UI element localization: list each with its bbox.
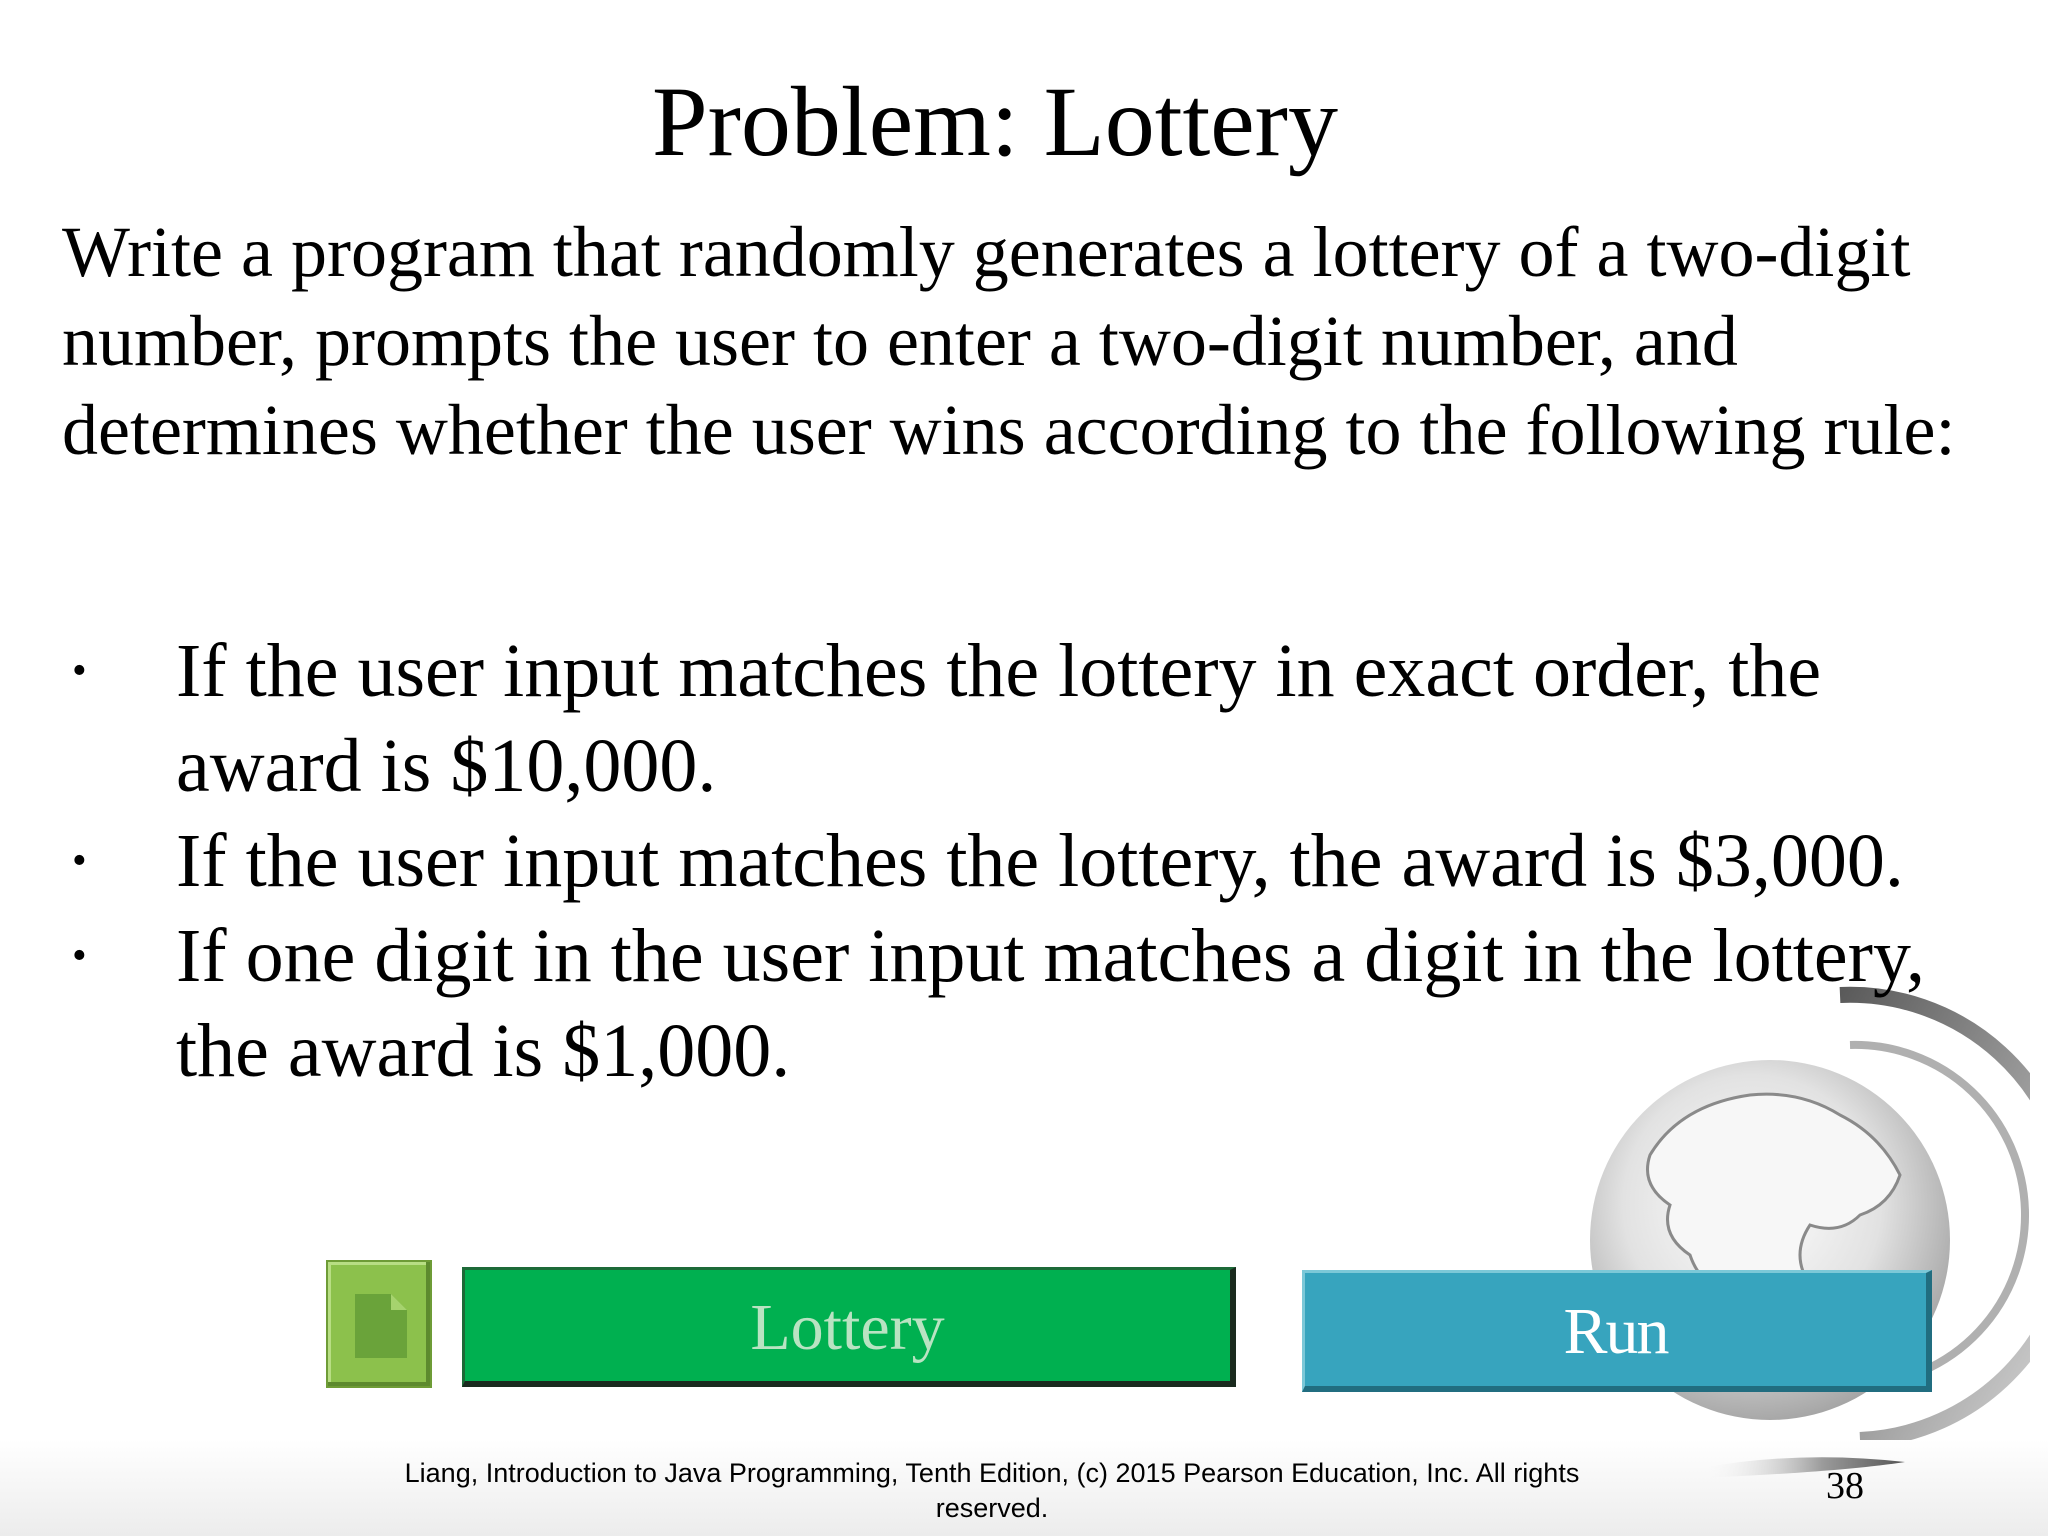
award-rule-text: If the user input matches the lottery, the award is $3,000. bbox=[176, 819, 1904, 903]
bullet-icon: • bbox=[72, 838, 87, 884]
footer-citation: Liang, Introduction to Java Programming, Tenth Edition, (c) 2015 Pearson Education, Inc. All rights reserved. bbox=[404, 1458, 1580, 1523]
award-rule-item bbox=[62, 624, 1996, 814]
bullet-icon: • bbox=[72, 933, 87, 979]
problem-description: Write a program that randomly generates a lottery of a two-digit number, prompts the user to enter a two-digit number, and determines whether the user wins according to the following rule: bbox=[62, 212, 1956, 470]
lottery-source-button[interactable]: Lottery bbox=[462, 1267, 1236, 1387]
award-rule-item bbox=[62, 909, 1996, 1099]
award-rules-list bbox=[62, 624, 1962, 1099]
award-rule-text: If one digit in the user input matches a digit in the lottery, the award is $1,000. bbox=[176, 914, 1926, 1093]
bullet-icon: • bbox=[72, 648, 87, 694]
document-glyph bbox=[355, 1294, 407, 1358]
award-rule-text: If the user input matches the lottery in exact order, the award is $10,000. bbox=[176, 629, 1822, 808]
slide-title: Problem: Lottery bbox=[652, 66, 1338, 177]
award-rule-item bbox=[62, 814, 1996, 909]
page-number: 38 bbox=[1826, 1465, 1864, 1507]
run-button[interactable]: Run bbox=[1302, 1270, 1932, 1392]
document-icon[interactable] bbox=[326, 1260, 432, 1388]
